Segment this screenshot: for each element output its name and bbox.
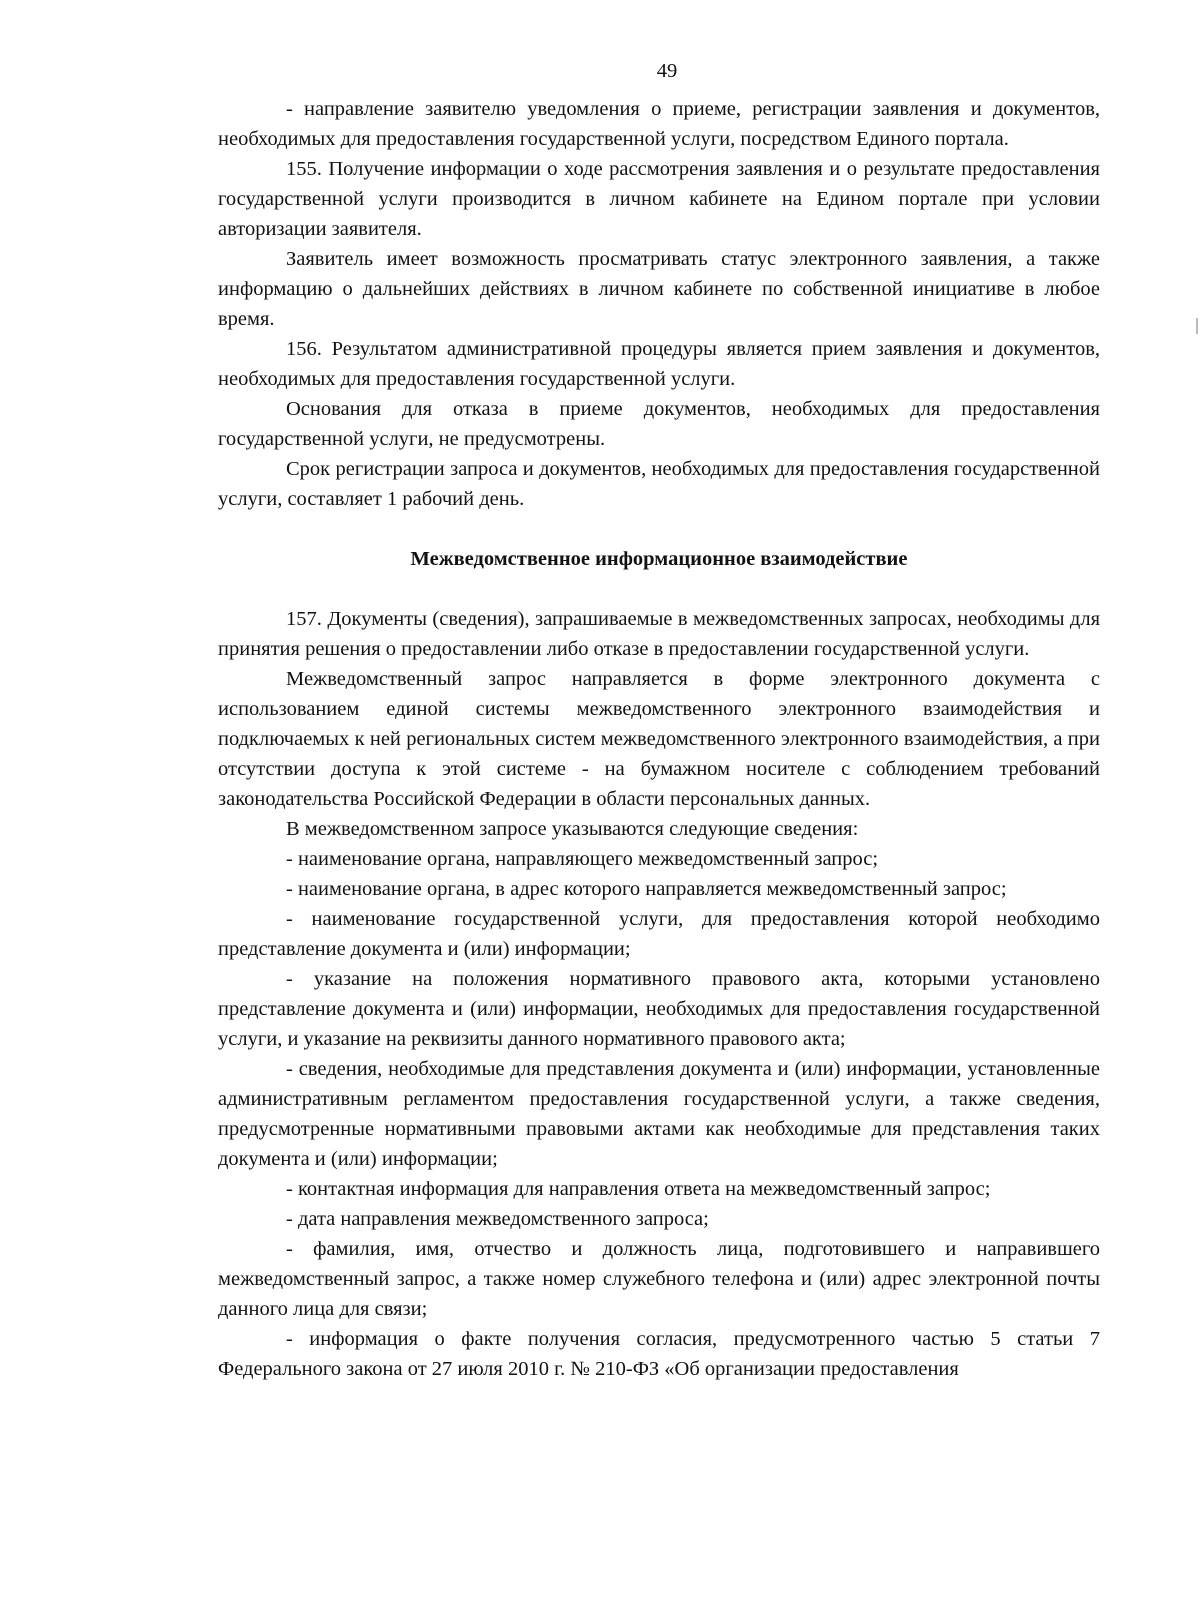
page-number: 49 (656, 60, 678, 82)
list-item: - указание на положения нормативного правового акта, которыми установлено представление документа и (или) информации, необходимых для предоставления государственной услуги, и указание на реквизиты данного нормативного правового акта; (218, 968, 1100, 1050)
list-item: - контактная информация для направления ответа на межведомственный запрос; (286, 1178, 991, 1200)
paragraph: 156. Результатом административной процедуры является прием заявления и документов, необходимых для предоставления государственной услуги. (218, 338, 1100, 390)
paragraph: В межведомственном запросе указываются следующие сведения: (286, 818, 859, 840)
paragraph: - направление заявителю уведомления о приеме, регистрации заявления и документов, необходимых для предоставления государственной услуги, посредством Единого портала. (218, 98, 1100, 150)
text-block-top (218, 94, 1100, 514)
list-item: - фамилия, имя, отчество и должность лица, подготовившего и направившего межведомственный запрос, а также номер служебного телефона и (или) адрес электронной почты данного лица для связи; (218, 1238, 1100, 1320)
list-item: - сведения, необходимые для представления документа и (или) информации, установленные административным регламентом предоставления государственной услуги, а также сведения, предусмотренные нормативными правовыми актами как необходимые для представления таких документа и (или) информации; (218, 1058, 1100, 1170)
list-item: - наименование органа, направляющего межведомственный запрос; (286, 848, 879, 870)
paragraph: Основания для отказа в приеме документов, необходимых для предоставления государственной услуги, не предусмотрены. (218, 398, 1100, 450)
paragraph: Межведомственный запрос направляется в форме электронного документа с использованием единой системы межведомственного электронного взаимодействия и подключаемых к ней региональных систем межведомственного электронного взаимодействия, а при отсутствии доступа к этой системе - на бумажном носителе с соблюдением требований законодательства Российской Федерации в области персональных данных. (218, 668, 1100, 810)
scan-edge-mark (1196, 318, 1198, 334)
paragraph: 155. Получение информации о ходе рассмотрения заявления и о результате предоставления государственной услуги производится в личном кабинете на Едином портале при условии авторизации заявителя. (218, 158, 1100, 240)
paragraph: Срок регистрации запроса и документов, необходимых для предоставления государственной услуги, составляет 1 рабочий день. (218, 458, 1100, 510)
text-block-bottom (218, 604, 1100, 1384)
paragraph: 157. Документы (сведения), запрашиваемые в межведомственных запросах, необходимы для принятия решения о предоставлении либо отказе в предоставлении государственной услуги. (218, 608, 1100, 660)
list-item: - дата направления межведомственного запроса; (286, 1208, 709, 1230)
section-heading: Межведомственное информационное взаимодействие (410, 548, 908, 570)
list-item: - информация о факте получения согласия, предусмотренного частью 5 статьи 7 Федерального закона от 27 июля 2010 г. № 210-ФЗ «Об организации предоставления (218, 1328, 1100, 1380)
list-item: - наименование органа, в адрес которого направляется межведомственный запрос; (286, 878, 1007, 900)
list-item: - наименование государственной услуги, для предоставления которой необходимо представление документа и (или) информации; (218, 908, 1100, 960)
paragraph: Заявитель имеет возможность просматривать статус электронного заявления, а также информацию о дальнейших действиях в личном кабинете по собственной инициативе в любое время. (218, 248, 1100, 330)
